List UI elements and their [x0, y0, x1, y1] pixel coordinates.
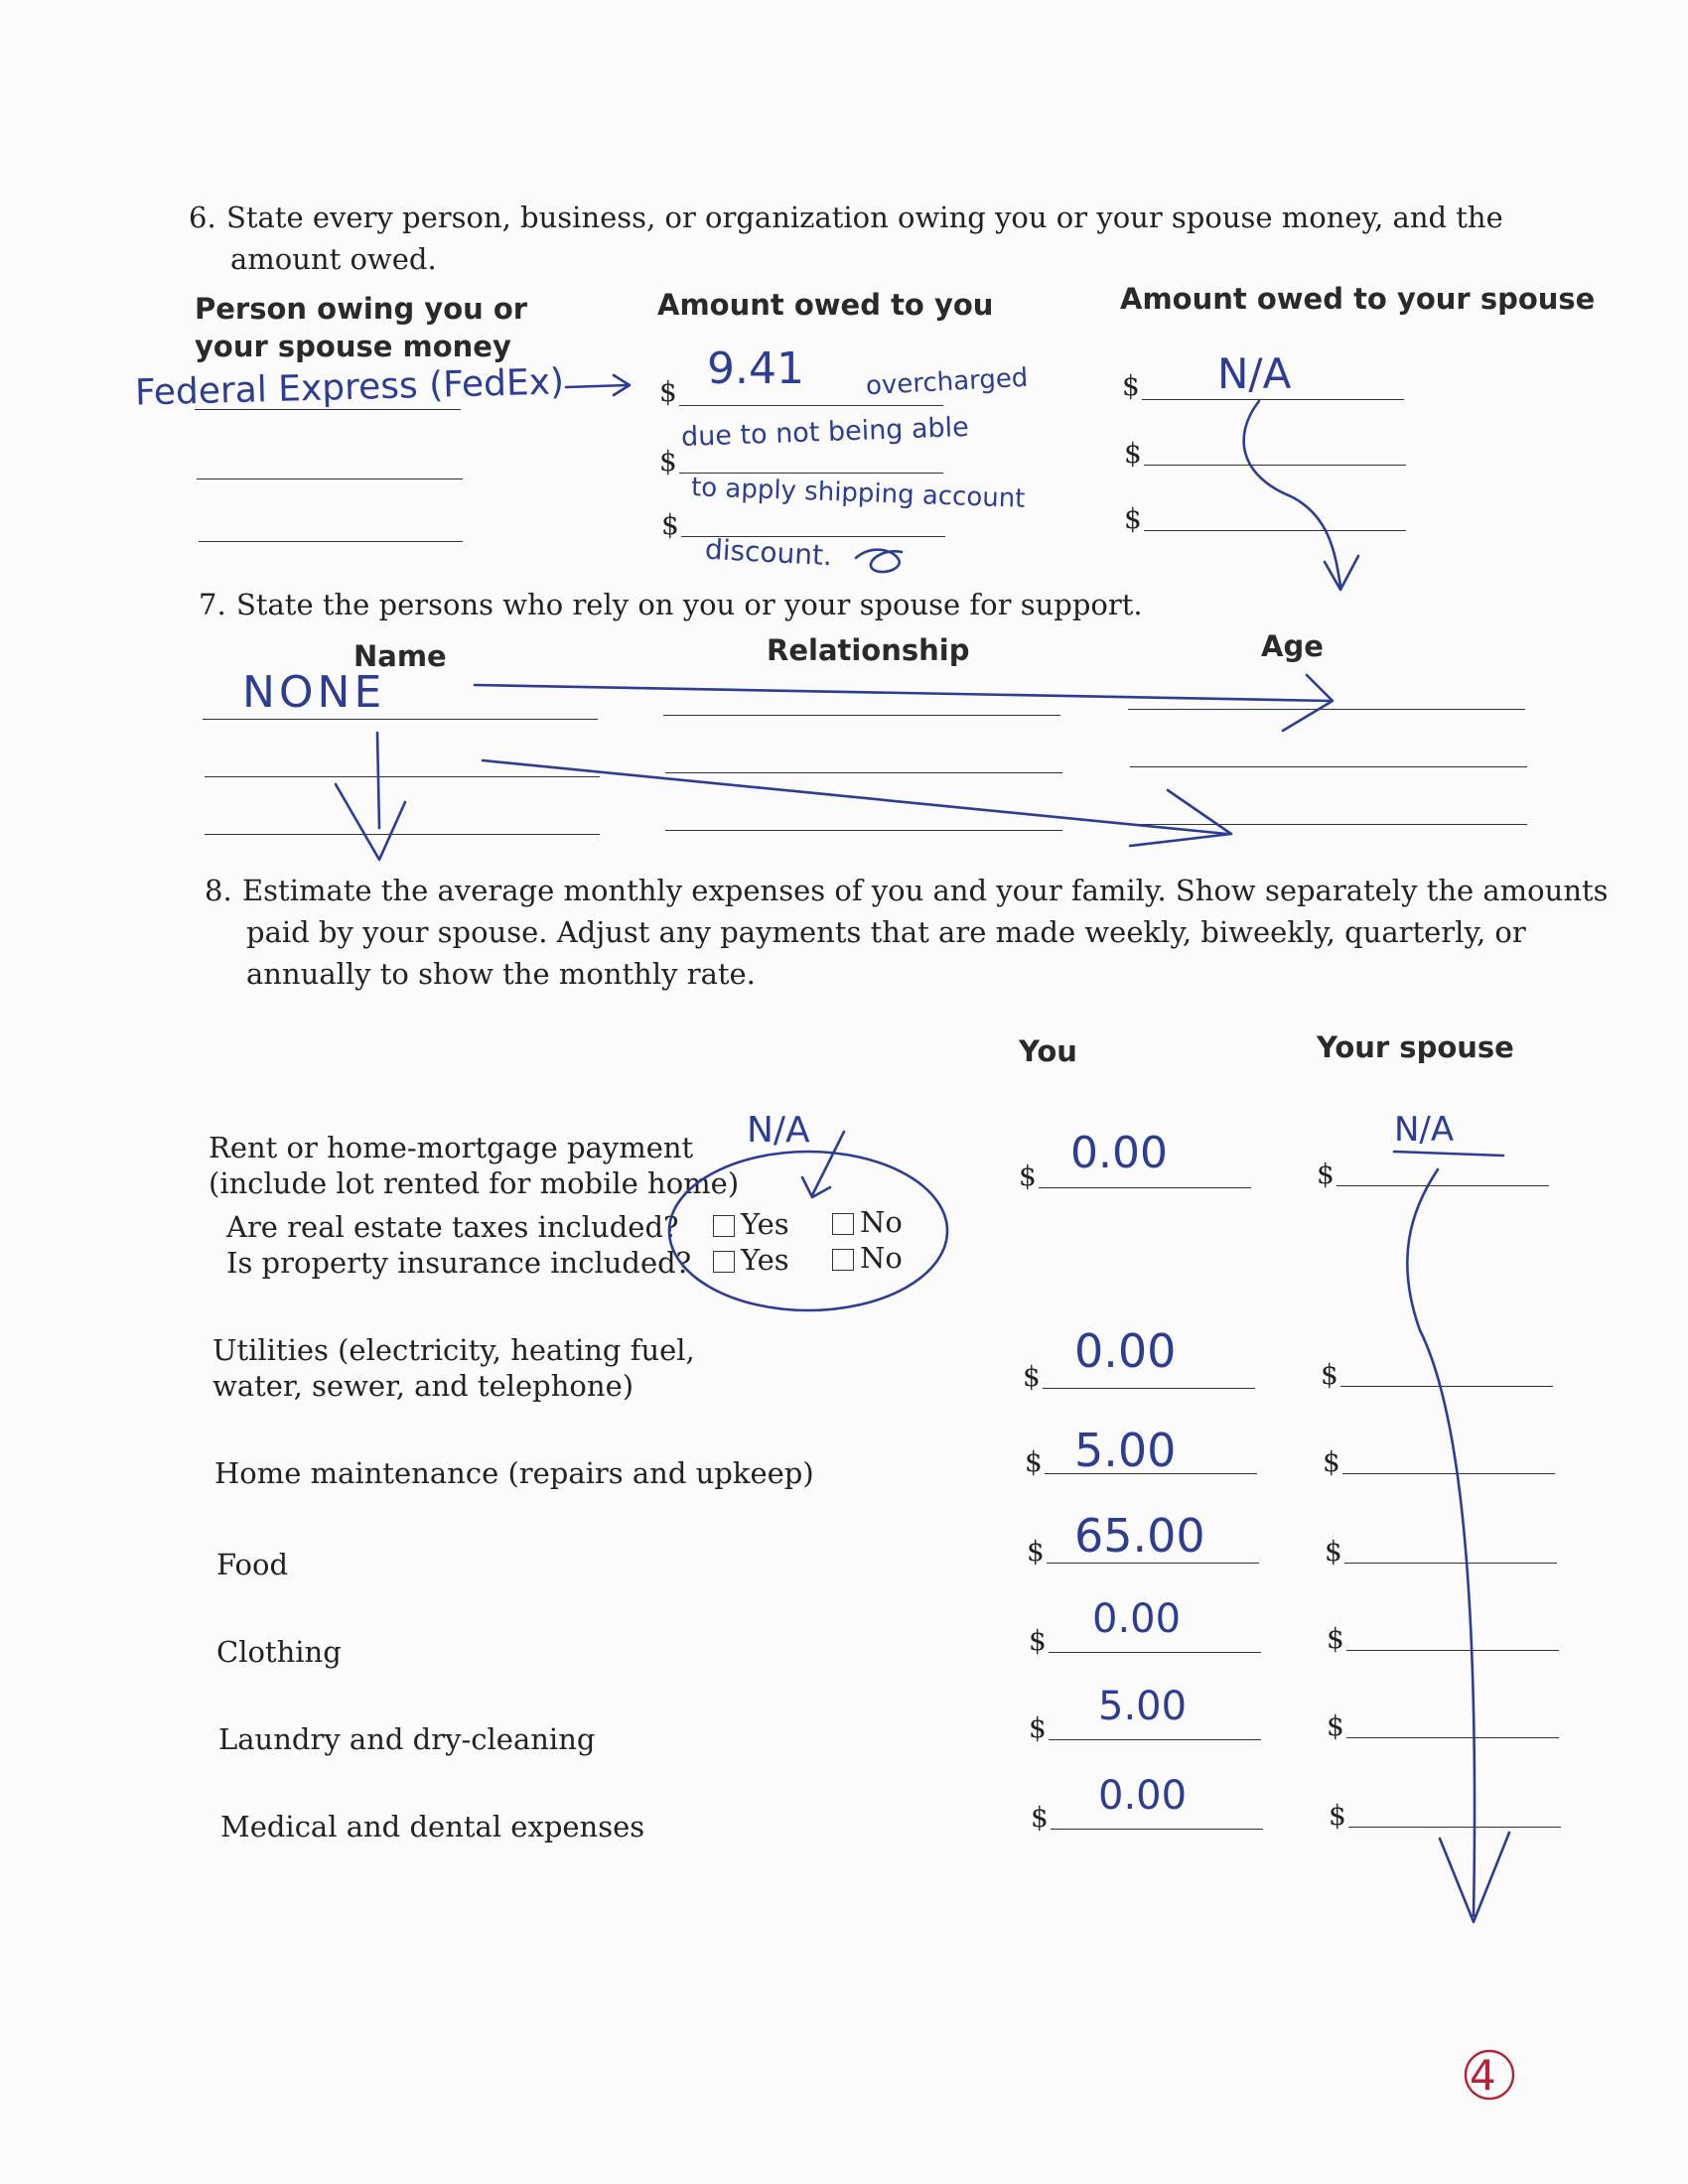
q6-you-dollar-3: $: [661, 508, 679, 541]
q8-rent-label-line2: (include lot rented for mobile home): [209, 1166, 740, 1200]
q8-row-laundry-spouse-dollar: $: [1327, 1709, 1344, 1742]
q8-row-medical-spouse-dollar: $: [1329, 1799, 1346, 1832]
q8-rent-spouse-dollar: $: [1317, 1158, 1335, 1190]
q8-row-clothing-spouse-dollar: $: [1327, 1622, 1344, 1655]
q8-row-food-you-dollar: $: [1027, 1535, 1045, 1568]
q8-text-line2: paid by your spouse. Adjust any payments that are made weekly, biweekly, quarterly, or: [246, 915, 1526, 949]
q8-taxes-question: Are real estate taxes included?: [226, 1210, 679, 1244]
q6-text-line1: State every person, business, or organization owing you or your spouse money, and the: [226, 201, 1503, 234]
q6-hw-spouse-na: N/A: [1217, 349, 1292, 398]
q8-spouse-down-arrow-icon: [1407, 1169, 1509, 1922]
q6-hw-note4: discount.: [704, 532, 833, 573]
q8-row-medical-you-dollar: $: [1031, 1801, 1049, 1834]
q8-row-clothing-label: Clothing: [216, 1635, 342, 1669]
q7-text-line: State the persons who rely on you or your spouse for support.: [236, 588, 1143, 621]
q6-you-dollar-1: $: [659, 375, 677, 408]
q8-row-laundry-you-dollar: $: [1029, 1711, 1047, 1744]
q8-row-maintenance-label: Home maintenance (repairs and upkeep): [214, 1456, 814, 1490]
q7-arrow-down-icon: [336, 733, 405, 860]
q7-col-age-header: Age: [1261, 629, 1324, 663]
q8-row-maintenance-you-value: 5.00: [1074, 1424, 1177, 1477]
q7-col-name-header: Name: [353, 639, 447, 673]
q7-hw-name: NONE: [242, 667, 386, 718]
q8-row-laundry-you-value: 5.00: [1098, 1684, 1188, 1729]
q6-number: 6.: [189, 201, 216, 234]
q8-hw-rent-you: 0.00: [1070, 1128, 1168, 1178]
q7-arrow-right-2-icon: [483, 760, 1231, 846]
q6-hw-note2: due to not being able: [680, 411, 970, 454]
q8-row-food-you-value: 65.00: [1074, 1509, 1205, 1563]
q6-scribble: [856, 550, 902, 572]
q8-row-laundry-label: Laundry and dry-cleaning: [218, 1722, 596, 1756]
q6-hw-note1: overcharged: [865, 362, 1030, 402]
q8-text-line1: Estimate the average monthly expenses of you and your family. Show separately the amounts: [242, 874, 1609, 907]
q8-row-maintenance-spouse-dollar: $: [1323, 1445, 1340, 1478]
q8-insurance-question: Is property insurance included?: [226, 1246, 692, 1280]
q8-checkbox-circle: [669, 1152, 947, 1310]
q8-insurance-no-checkbox[interactable]: No: [832, 1241, 903, 1275]
q6-hw-note3: to apply shipping account: [690, 473, 1026, 514]
q8-row-utilities-you-value: 0.00: [1074, 1324, 1177, 1378]
q8-row-utilities-spouse-dollar: $: [1321, 1358, 1338, 1391]
q8-taxes-yes-checkbox[interactable]: Yes: [713, 1207, 789, 1241]
q6-arrow-icon: [566, 375, 630, 395]
q8-text-line3: annually to show the monthly rate.: [246, 957, 756, 991]
q6-col-you-header: Amount owed to you: [657, 288, 994, 322]
q6-col-person-header: Person owing you or your spouse money: [195, 292, 528, 363]
q8-row-utilities-label1: Utilities (electricity, heating fuel,: [212, 1333, 695, 1367]
q7-number: 7.: [199, 588, 226, 621]
q6-spouse-dollar-3: $: [1124, 502, 1142, 535]
q6-text-line2: amount owed.: [230, 242, 437, 276]
q8-row-clothing-you-dollar: $: [1029, 1624, 1047, 1657]
q7-col-relationship-header: Relationship: [767, 633, 970, 667]
q8-hw-spouse-na: N/A: [1394, 1110, 1455, 1150]
q6-spouse-down-arrow-icon: [1244, 401, 1358, 590]
q6-hw-amount: 9.41: [707, 343, 804, 394]
q8-col-you-header: You: [1019, 1034, 1077, 1068]
q8-row-medical-label: Medical and dental expenses: [220, 1810, 645, 1843]
q8-row-food-label: Food: [216, 1548, 289, 1581]
q7-arrow-right-1-icon: [475, 675, 1333, 731]
page-mark-circle: [1466, 2051, 1513, 2099]
q8-row-food-spouse-dollar: $: [1325, 1535, 1342, 1568]
page-mark: 4: [1470, 2051, 1496, 2100]
q8-taxes-no-checkbox[interactable]: No: [832, 1205, 903, 1239]
q8-col-spouse-header: Your spouse: [1317, 1030, 1514, 1064]
q8-rent-label-line1: Rent or home-mortgage payment: [209, 1131, 694, 1164]
q6-hw-person: Federal Express (FedEx): [134, 361, 565, 414]
q8-number: 8.: [205, 874, 232, 907]
q6-spouse-dollar-2: $: [1124, 437, 1142, 470]
q8-row-clothing-you-value: 0.00: [1092, 1596, 1182, 1642]
q8-row-medical-you-value: 0.00: [1098, 1773, 1188, 1819]
q6-col-spouse-header: Amount owed to your spouse: [1120, 282, 1596, 316]
q8-row-maintenance-you-dollar: $: [1025, 1445, 1043, 1478]
q8-hw-rent-na: N/A: [747, 1110, 810, 1151]
q6-spouse-dollar-1: $: [1122, 369, 1140, 402]
q8-row-utilities-you-dollar: $: [1023, 1360, 1041, 1393]
q8-rent-na-arrow-icon: [802, 1132, 844, 1197]
q6-you-dollar-2: $: [659, 445, 677, 478]
q8-rent-you-dollar: $: [1019, 1160, 1037, 1192]
q8-spouse-na-underline: [1394, 1152, 1503, 1156]
q8-row-utilities-label2: water, sewer, and telephone): [212, 1369, 634, 1403]
q8-insurance-yes-checkbox[interactable]: Yes: [713, 1243, 789, 1277]
